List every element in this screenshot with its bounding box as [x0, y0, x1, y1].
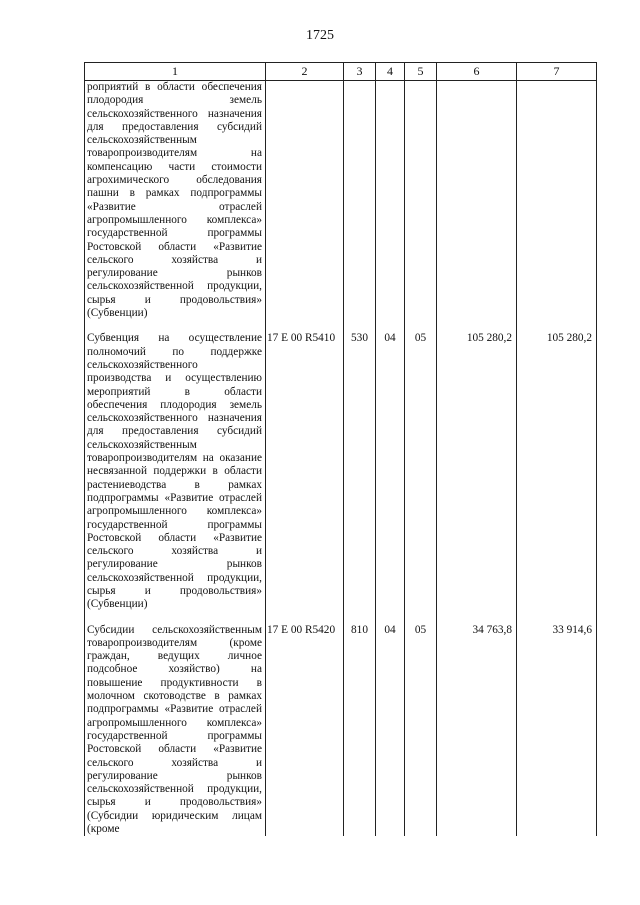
row-amount-1 — [437, 81, 517, 321]
row-amount-2: 105 280,2 — [517, 332, 597, 611]
row-section — [376, 81, 405, 321]
column-header-6: 6 — [437, 63, 517, 81]
row-section: 04 — [376, 624, 405, 837]
row-description: Субвенция на осуществление полномочий по поддержке сельскохозяйственного производства и осуществлению мероприятий в области обеспечения плодородия земель сельскохозяйственного назначения для предоставления субсидий сельскохозяйственным товаропроизводителям на оказание несвязанной поддержки в области растениеводства в рамках подпрограммы «Развитие отраслей агропромышленного комплекса» государственной программы Ростовской области «Развитие сельского хозяйства и регулирование рынков сельскохозяйственной продукции, сырья и продовольствия» (Субвенции) — [85, 332, 266, 611]
row-amount-2 — [517, 81, 597, 321]
row-amount-1: 105 280,2 — [437, 332, 517, 611]
table-header — [85, 63, 597, 81]
row-subsection — [405, 81, 437, 321]
row-target-code: 17 Е 00 R5410 — [266, 332, 344, 611]
row-spacer — [85, 612, 597, 624]
table-body — [85, 81, 597, 837]
column-header-7: 7 — [517, 63, 597, 81]
budget-table — [84, 62, 597, 836]
table-row — [85, 332, 597, 611]
row-subsection: 05 — [405, 332, 437, 611]
page-number: 1725 — [306, 28, 334, 43]
row-target-code — [266, 81, 344, 321]
table-row — [85, 81, 597, 321]
row-expense-type — [344, 81, 376, 321]
row-target-code: 17 Е 00 R5420 — [266, 624, 344, 837]
row-spacer — [85, 320, 597, 332]
row-description: роприятий в области обеспечения плодородия земель сельскохозяйственного назначения для предоставления субсидий сельскохозяйственным товаропроизводителям на компенсацию части стоимости агрохимического обследования пашни в рамках подпрограммы «Развитие отраслей агропромышленного комплекса» государственной программы Ростовской области «Развитие сельского хозяйства и регулирование рынков сельскохозяйственной продукции, сырья и продовольствия» (Субвенции) — [85, 81, 266, 321]
row-amount-1: 34 763,8 — [437, 624, 517, 837]
row-amount-2: 33 914,6 — [517, 624, 597, 837]
table-row — [85, 624, 597, 837]
row-expense-type: 530 — [344, 332, 376, 611]
column-header-5: 5 — [405, 63, 437, 81]
column-number-row — [85, 63, 597, 81]
row-section: 04 — [376, 332, 405, 611]
row-expense-type: 810 — [344, 624, 376, 837]
row-description: Субсидии сельскохозяйственным товаропроизводителям (кроме граждан, ведущих личное подсобное хозяйство) на повышение продуктивности в молочном скотоводстве в рамках подпрограммы «Развитие отраслей агропромышленного комплекса» государственной программы Ростовской области «Развитие сельского хозяйства и регулирование рынков сельскохозяйственной продукции, сырья и продовольствия» (Субсидии юридическим лицам (кроме — [85, 624, 266, 837]
row-subsection: 05 — [405, 624, 437, 837]
column-header-4: 4 — [376, 63, 405, 81]
column-header-3: 3 — [344, 63, 376, 81]
column-header-2: 2 — [266, 63, 344, 81]
column-header-1: 1 — [85, 63, 266, 81]
